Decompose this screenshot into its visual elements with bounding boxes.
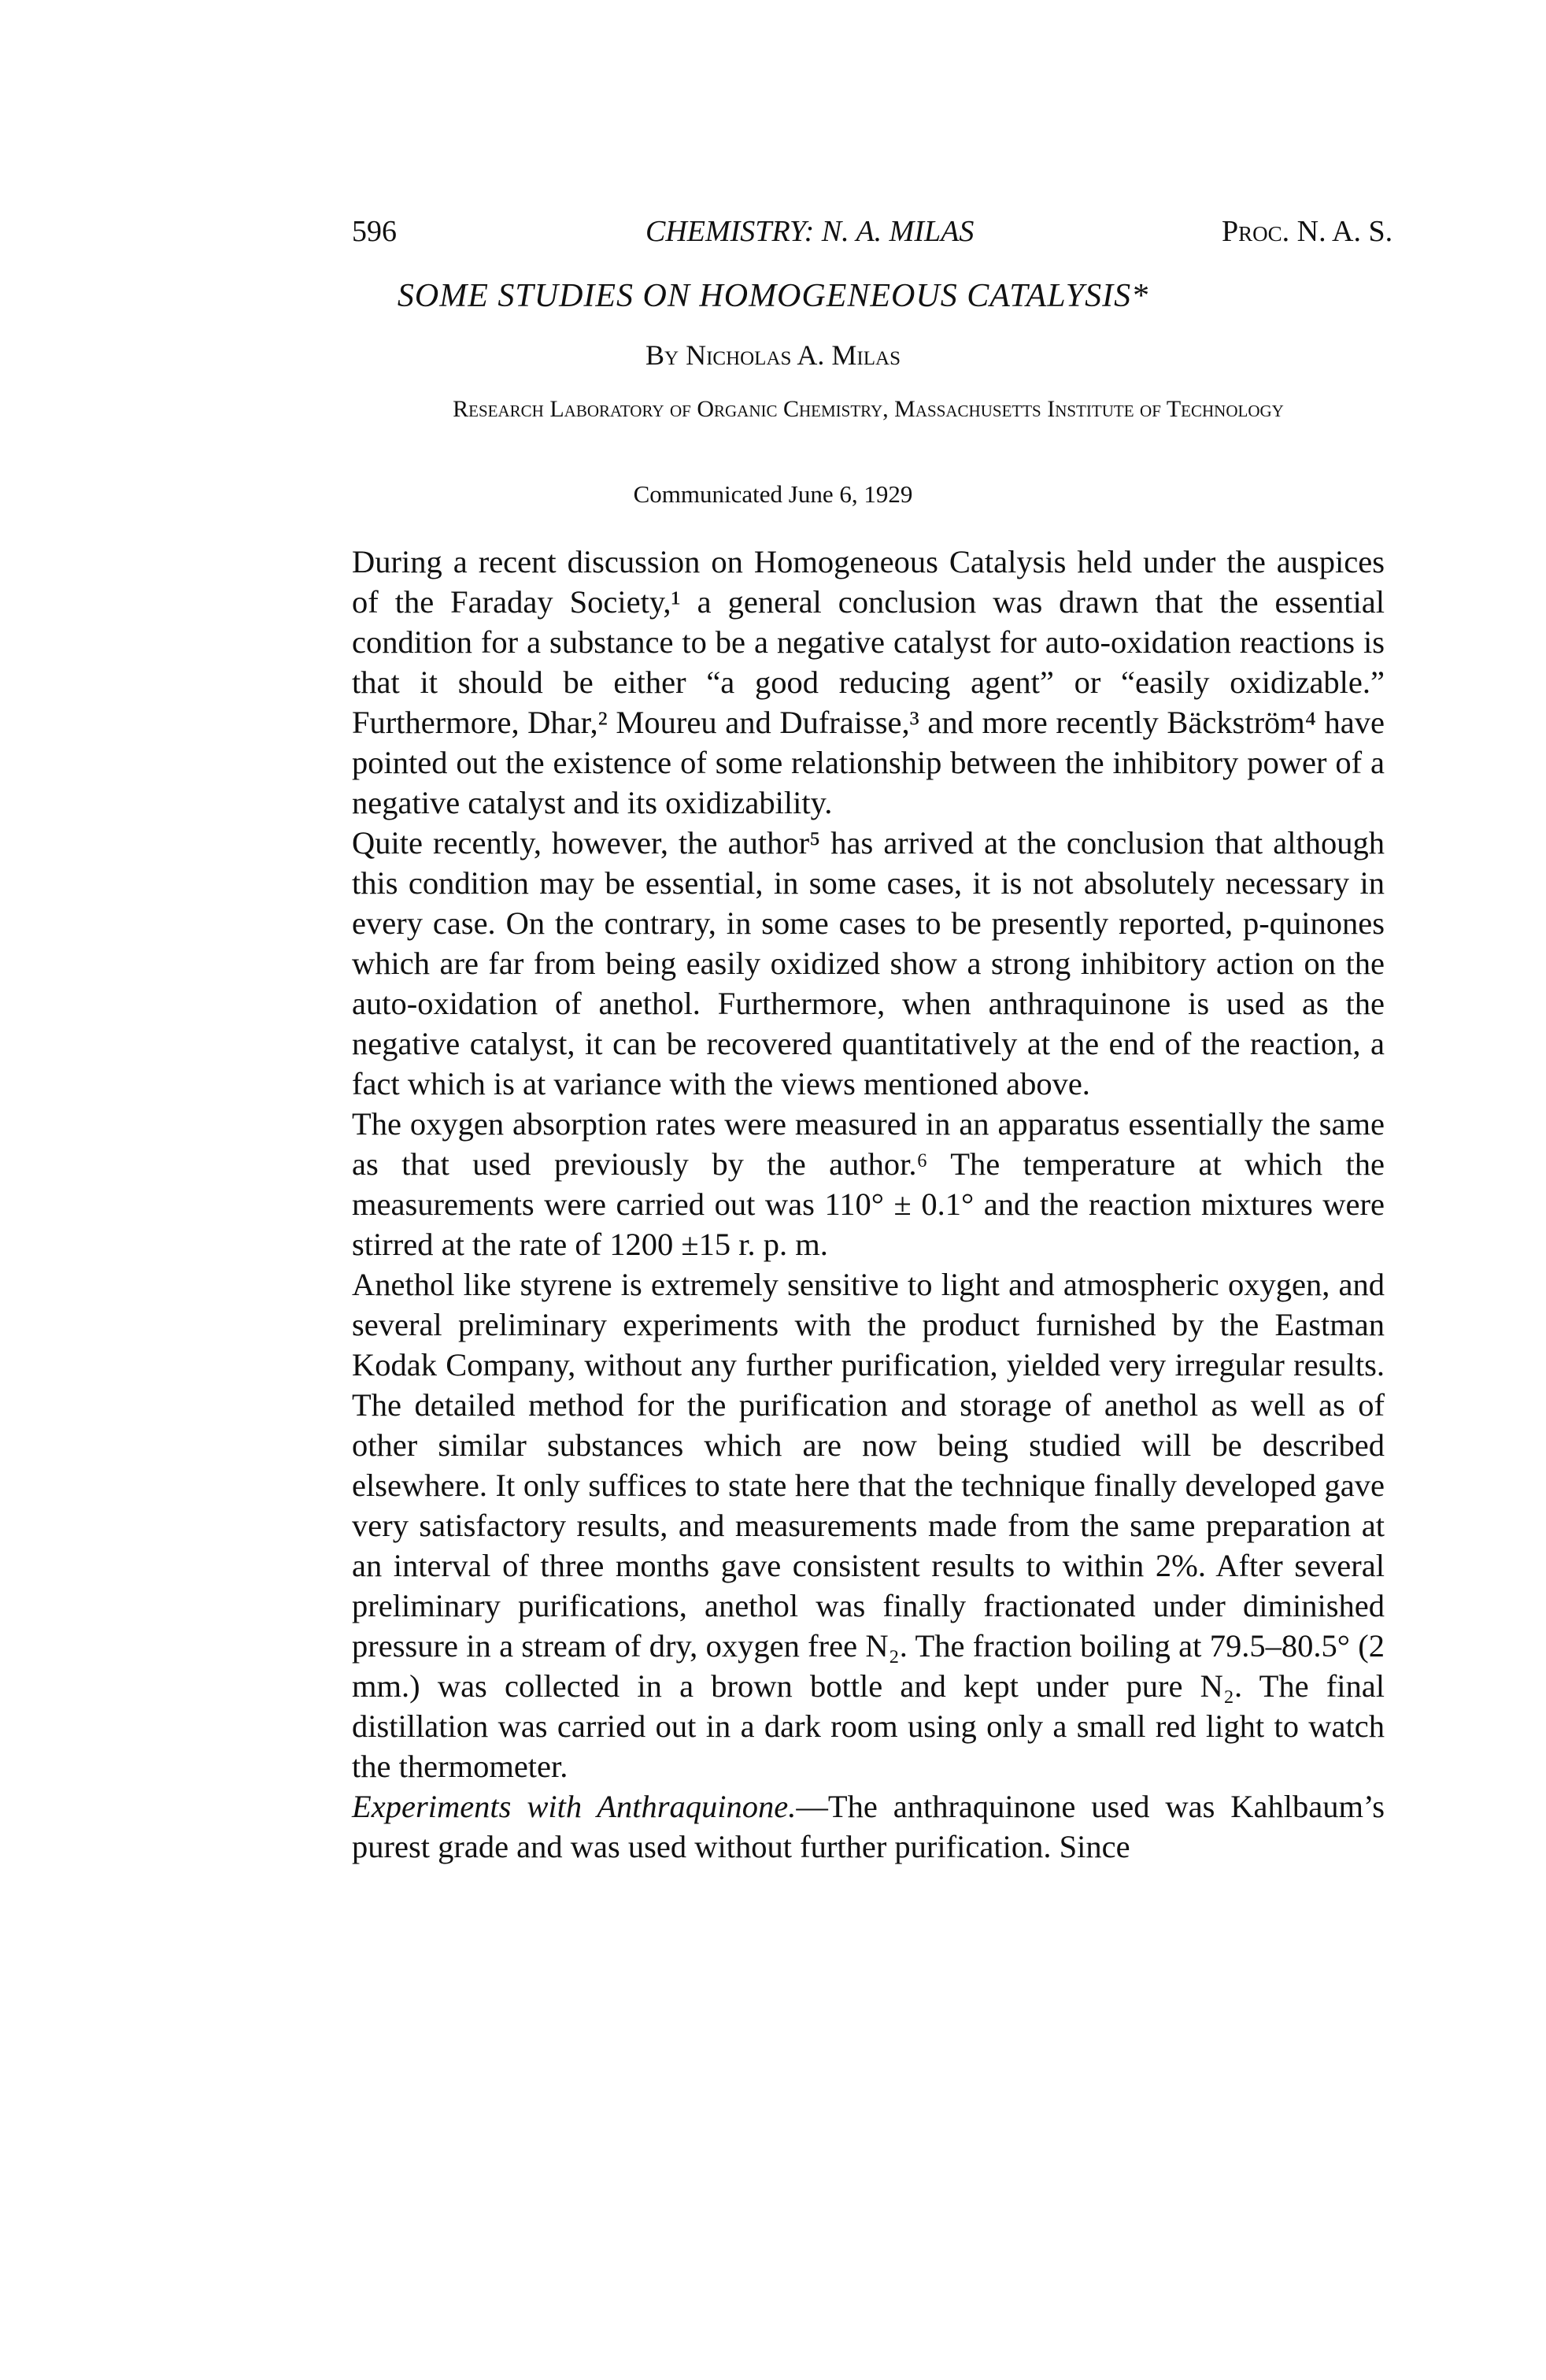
running-head: [0, 214, 1546, 254]
running-title: CHEMISTRY: N. A. MILAS: [645, 215, 975, 248]
section-run-in-heading: Experiments with Anthraquinone.: [352, 1789, 797, 1824]
author-byline: By Nicholas A. Milas: [645, 339, 901, 371]
communicated-date: Communicated June 6, 1929: [633, 480, 913, 508]
journal-abbreviation: Proc. N. A. S.: [1222, 215, 1393, 248]
body-paragraph: Quite recently, however, the author⁵ has arrived at the conclusion that although this condition may be essential, in some cases, it is not absolutely necessary in every case. On the contrary, in some cases to be presently reported, p-quinones which are far from being easily oxidized show a strong inhibitory action on the auto-oxidation of anethol. Furthermore, when anthraquinone is used as the negative catalyst, it can be recovered quantitatively at the end of the reaction, a fact which is at variance with the views mentioned above.: [352, 825, 1385, 1101]
body-paragraph: Anethol like styrene is extremely sensitive to light and atmospheric oxygen, and several preliminary experiments with the product furnished by the Eastman Kodak Company, without any further purification, yielded very irregular results. The detailed method for the purification and storage of anethol as well as of other similar substances which are now being studied will be described elsewhere. It only suffices to state here that the technique finally developed gave very satisfactory results, and measurements made from the same preparation at an interval of three months gave consistent results to within 2%. After several preliminary purifications, anethol was finally fractionated under diminished pressure in a stream of dry, oxygen free N₂. The fraction boiling at 79.5–80.5° (2 mm.) was collected in a brown bottle and kept under pure N₂. The final distillation was carried out in a dark room using only a small red light to watch the thermometer.: [352, 1267, 1385, 1784]
article-title: SOME STUDIES ON HOMOGENEOUS CATALYSIS*: [397, 278, 1149, 314]
body-paragraph: During a recent discussion on Homogeneous Catalysis held under the auspices of the Faraday Society,¹ a general conclusion was drawn that the essential condition for a substance to be a negative catalyst for auto-oxidation reactions is that it should be either “a good reducing agent” or “easily oxidizable.” Furthermore, Dhar,² Moureu and Dufraisse,³ and more recently Bäckström⁴ have pointed out the existence of some relationship between the inhibitory power of a negative catalyst and its oxidizability.: [352, 544, 1385, 820]
article-body: [352, 542, 1385, 1867]
author-affiliation: Research Laboratory of Organic Chemistry, Massachusetts Institute of Technology: [453, 396, 1284, 422]
body-paragraph-last: [352, 1786, 1385, 1867]
page-number: 596: [352, 215, 397, 248]
section-run-in-text: —The anthraquinone used was Kahlbaum’s purest grade and was used without further purification. Since: [352, 1789, 1385, 1864]
body-paragraph: The oxygen absorption rates were measured in an apparatus essentially the same as that used previously by the author.⁶ The temperature at which the measurements were carried out was 110° ± 0.1° and the reaction mixtures were stirred at the rate of 1200 ±15 r. p. m.: [352, 1106, 1385, 1262]
